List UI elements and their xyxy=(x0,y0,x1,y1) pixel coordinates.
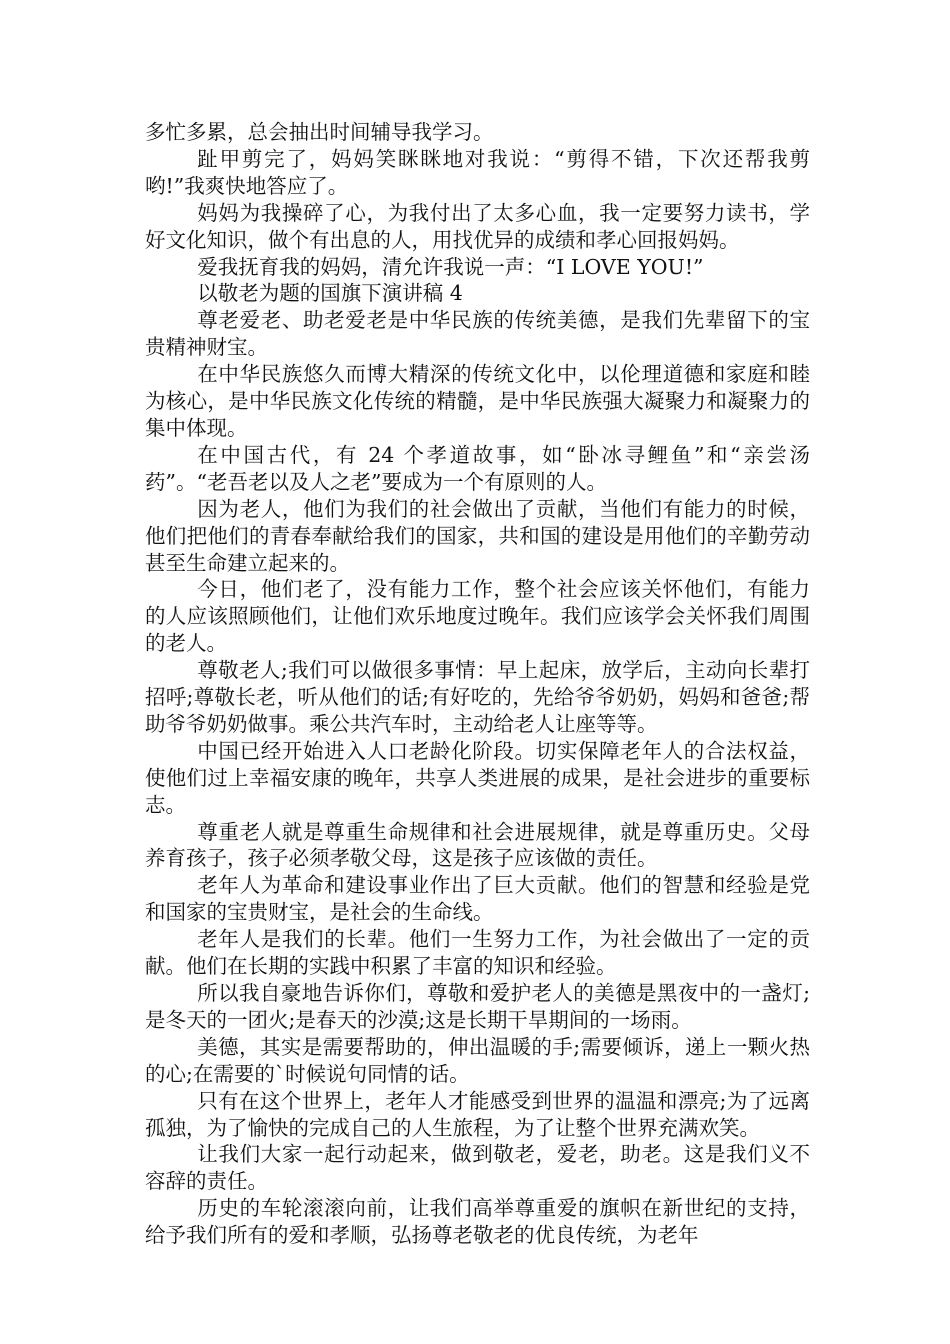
paragraph: 尊老爱老、助老爱老是中华民族的传统美德，是我们先辈留下的宝贵精神财宝。 xyxy=(145,308,810,360)
paragraph: 所以我自豪地告诉你们，尊敬和爱护老人的美德是黑夜中的一盏灯;是冬天的一团火;是春天的沙漠;这是长期干旱期间的一场雨。 xyxy=(145,981,810,1032)
paragraph: 在中华民族悠久而博大精深的传统文化中，以伦理道德和家庭和睦为核心，是中华民族文化传统的精髓，是中华民族强大凝聚力和凝聚力的集中体现。 xyxy=(145,362,810,440)
paragraph: 老年人是我们的长辈。他们一生努力工作，为社会做出了一定的贡献。他们在长期的实践中积累了丰富的知识和经验。 xyxy=(145,927,810,979)
paragraph: 只有在这个世界上，老年人才能感受到世界的温温和漂亮;为了远离孤独，为了愉快的完成自己的人生旅程，为了让整个世界充满欢笑。 xyxy=(145,1088,810,1140)
paragraph: 让我们大家一起行动起来，做到敬老，爱老，助老。这是我们义不容辞的责任。 xyxy=(145,1142,810,1194)
paragraph: 中国已经开始进入人口老龄化阶段。切实保障老年人的合法权益，使他们过上幸福安康的晚年，共享人类进展的成果，是社会进步的重要标志。 xyxy=(145,738,810,817)
paragraph: 尊重老人就是尊重生命规律和社会进展规律，就是尊重历史。父母养育孩子，孩子必须孝敬父母，这是孩子应该做的责任。 xyxy=(145,819,810,871)
document-body xyxy=(145,119,810,1249)
paragraph: 爱我抚育我的妈妈，清允许我说一声：“I LOVE YOU!” xyxy=(197,254,704,279)
paragraph: 因为老人，他们为我们的社会做出了贡献，当他们有能力的时候，他们把他们的青春奉献给我们的国家，共和国的建设是用他们的辛勤劳动甚至生命建立起来的。 xyxy=(145,496,810,575)
paragraph: 趾甲剪完了，妈妈笑眯眯地对我说：“剪得不错，下次还帮我剪哟!”我爽快地答应了。 xyxy=(145,146,810,198)
paragraph-continuation: 多忙多累，总会抽出时间辅导我学习。 xyxy=(145,120,494,144)
paragraph: 在中国古代，有 24 个孝道故事，如“卧冰寻鲤鱼”和“亲尝汤药”。“老吾老以及人之老”要成为一个有原则的人。 xyxy=(145,442,810,494)
section-heading: 以敬老为题的国旗下演讲稿 4 xyxy=(197,281,463,306)
paragraph: 美德，其实是需要帮助的，伸出温暖的手;需要倾诉，递上一颗火热的心;在需要的`时候说句同情的话。 xyxy=(145,1034,810,1086)
paragraph: 老年人为革命和建设事业作出了巨大贡献。他们的智慧和经验是党和国家的宝贵财宝，是社会的生命线。 xyxy=(145,873,810,925)
paragraph: 尊敬老人;我们可以做很多事情：早上起床，放学后，主动向长辈打招呼;尊敬长老，听从他们的话;有好吃的，先给爷爷奶奶，妈妈和爸爸;帮助爷爷奶奶做事。乘公共汽车时，主动给老人让座等等。 xyxy=(145,658,810,736)
paragraph: 妈妈为我操碎了心，为我付出了太多心血，我一定要努力读书，学好文化知识，做个有出息的人，用找优异的成绩和孝心回报妈妈。 xyxy=(145,200,810,252)
paragraph: 今日，他们老了，没有能力工作，整个社会应该关怀他们，有能力的人应该照顾他们，让他们欢乐地度过晚年。我们应该学会关怀我们周围的老人。 xyxy=(145,577,810,656)
paragraph: 历史的车轮滚滚向前，让我们高举尊重爱的旗帜在新世纪的支持，给予我们所有的爱和孝顺，弘扬尊老敬老的优良传统，为老年 xyxy=(145,1196,810,1248)
